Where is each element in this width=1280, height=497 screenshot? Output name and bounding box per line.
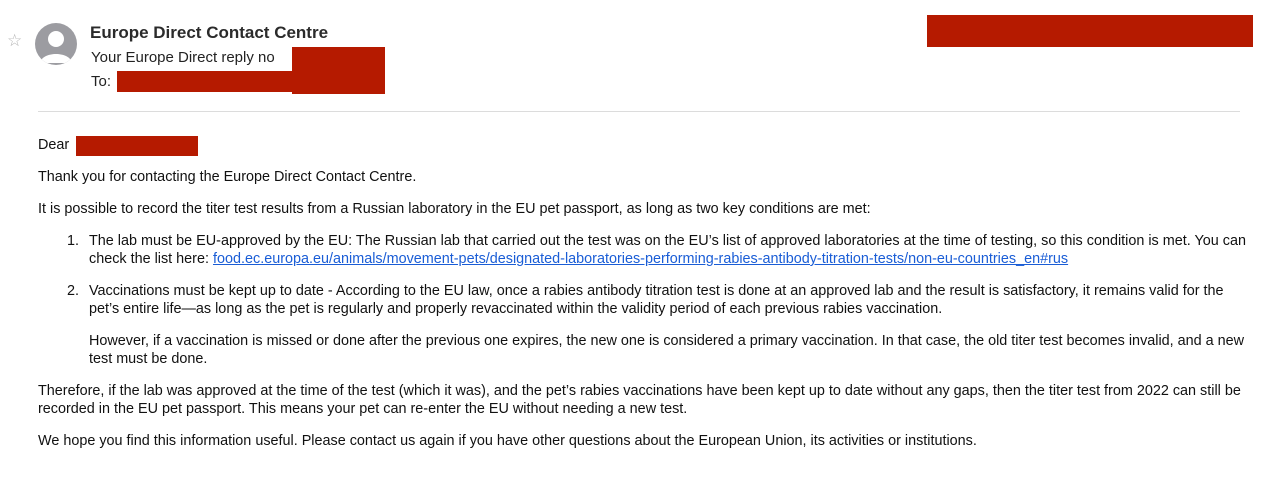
list-number: 2. <box>67 283 80 299</box>
redaction-block-recipient <box>117 71 293 92</box>
email-subject: Your Europe Direct reply no <box>91 49 275 66</box>
list-item-subtext: However, if a vaccination is missed or done after the previous one expires, the new one is considered a primary vaccination. In that case, the old titer test becomes invalid, and a new test must be done. <box>89 333 1245 367</box>
email-body <box>38 136 1250 464</box>
list-item-text: The lab must be EU-approved by the EU: The Russian lab that carried out the test was on the EU’s list of approved laboratories at the time of testing, so this condition is met. You can check the list here: <box>89 233 1246 267</box>
paragraph-thanks: Thank you for contacting the Europe Direct Contact Centre. <box>38 169 417 185</box>
paragraph-closing: We hope you find this information useful. Please contact us again if you have other questions about the European Union, its activities or institutions. <box>38 433 977 449</box>
header-divider <box>38 111 1240 112</box>
person-avatar-icon <box>35 23 77 65</box>
star-icon[interactable]: ☆ <box>7 31 23 51</box>
salutation: Dear <box>38 137 70 153</box>
paragraph-conclusion: Therefore, if the lab was approved at the time of the test (which it was), and the pet’s rabies vaccinations have been kept up to date without any gaps, then the titer test from 2022 can still be recorded in the EU pet passport. This means your pet can re-enter the EU without needing a new test. <box>38 383 1241 417</box>
sender-name: Europe Direct Contact Centre <box>90 23 329 42</box>
redaction-block-date <box>927 15 1253 47</box>
redaction-block-reply-number <box>292 47 385 94</box>
avatar <box>35 23 77 65</box>
approved-labs-link[interactable]: food.ec.europa.eu/animals/movement-pets/designated-laboratories-performing-rabies-antibody-titration-tests/non-eu-countries_en#rus <box>212 251 1069 267</box>
salutation-line <box>38 136 1250 154</box>
paragraph-intro: It is possible to record the titer test results from a Russian laboratory in the EU pet passport, as long as two key conditions are met: <box>38 201 871 217</box>
list-item-text: Vaccinations must be kept up to date - According to the EU law, once a rabies antibody titration test is done at an approved lab and the result is satisfactory, it remains valid for the pet’s entire life—as long as the pet is regularly and properly revaccinated within the validity period of each previous rabies vaccination. <box>89 283 1224 317</box>
conditions-list <box>38 232 1250 368</box>
list-item <box>38 232 1250 268</box>
list-number: 1. <box>67 233 80 249</box>
list-item <box>38 282 1250 368</box>
to-label: To: <box>91 73 112 90</box>
